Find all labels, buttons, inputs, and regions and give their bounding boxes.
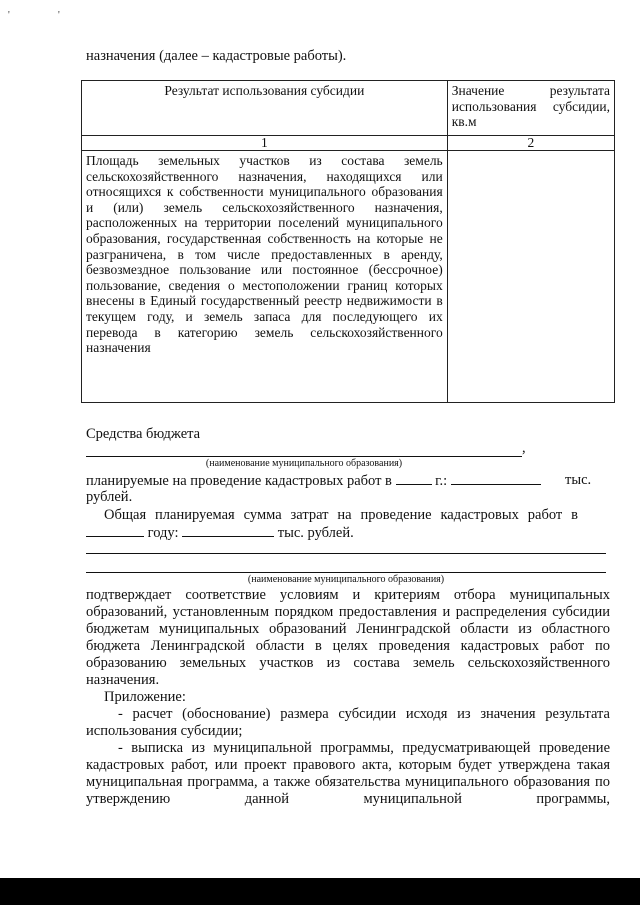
rubles-label: рублей. [86,489,133,505]
total-suffix: тыс. рублей. [277,525,354,541]
planned-text: планируемые на проведение кадастровых работ в [86,473,392,489]
result-table [81,80,615,403]
total-cost-line [86,524,354,542]
year-blank [396,472,432,485]
col2-number: 2 [447,136,614,151]
muni-name-line-1 [86,456,522,457]
scan-mark: ' [58,10,60,21]
intro-line: назначения (далее – кадастровые работы). [86,48,347,64]
year-suffix: г.: [435,473,448,489]
table-row [82,151,615,403]
total-year-blank [86,524,144,537]
confirmation-text: подтверждает соответствие условиям и критериям отбора муниципальных образований, установленным порядком предоставления и распределения субсидии бюджетам муниципальных образований Ленинградской области из областного бюджета Ленинградской области в целях проведения кадастровых работ по образованию земельных участков из состава земель сельскохозяйственного назначения. [86,587,610,688]
scan-border-bar [0,878,640,905]
muni-name-caption-1: (наименование муниципального образования) [205,458,403,469]
table-header-row [82,81,615,136]
appendix-title: Приложение: [104,689,186,705]
col1-number: 1 [82,136,448,151]
muni-name-line-2 [86,572,606,573]
scan-mark: ' [8,10,10,21]
year-word: году: [147,525,179,541]
budget-planned-line [86,472,541,490]
col2-header: Значение результата использования субсидии, кв.м [447,81,614,136]
amount-blank [451,472,541,485]
col1-header: Результат использования субсидии [82,81,448,136]
muni-name-caption-2: (наименование муниципального образования) [247,574,445,585]
blank-line [86,553,606,554]
appendix-item-2: - выписка из муниципальной программы, предусматривающей проведение кадастровых работ, или проект правового акта, которым будет утверждена такая муниципальная программа, а также обязательства муниципального образования по утверждению данной муниципальной программы, [86,740,610,807]
appendix-item-1: - расчет (обоснование) размера субсидии исходя из значения результата использования субсидии; [86,706,610,739]
row1-description: Площадь земельных участков из состава земель сельскохозяйственного назначения, находящихся или относящихся к собственности муниципального образования и (или) земель сельскохозяйственного назначения, расположенных на территории поселений муниципального образования, государственная собственность на которые не разграничена, в том числе предоставленных в аренду, безвозмездное пользование или постоянное (бессрочное) пользование, сведения о местоположении границ которых внесены в Единый государственный реестр недвижимости в текущем году, и земель запаса для последующего их перевода в категорию земель сельскохозяйственного назначения [82,151,448,403]
budget-label: Средства бюджета [86,426,201,442]
thousand-label: тыс. [565,472,592,488]
row1-value [447,151,614,403]
total-cost-text: Общая планируемая сумма затрат на проведение кадастровых работ в [104,507,578,523]
total-amount-blank [182,524,274,537]
budget-comma: , [522,440,526,456]
table-number-row [82,136,615,151]
